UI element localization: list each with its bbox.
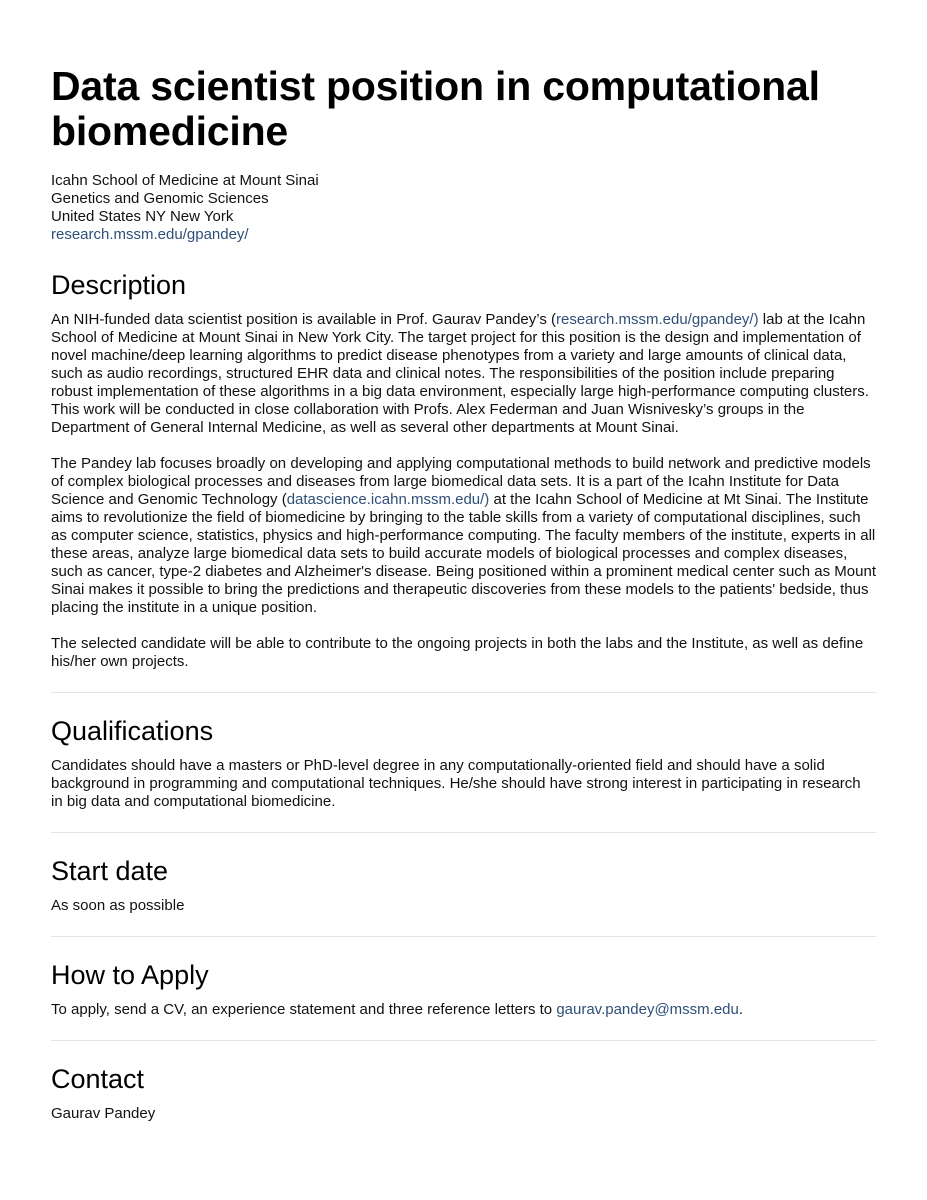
start-date-section: [51, 855, 876, 915]
contact-heading: Contact: [51, 1064, 145, 1094]
how-to-apply-heading: How to Apply: [51, 960, 209, 990]
how-to-apply-text: To apply, send a CV, an experience statement and three reference letters to gaurav.pandey@mssm.edu.: [51, 1001, 744, 1018]
department-name: Genetics and Genomic Sciences: [51, 190, 269, 207]
how-to-apply-section: [51, 959, 876, 1019]
contact-email-link[interactable]: gaurav.pandey@mssm.edu: [556, 1001, 739, 1018]
divider: [51, 936, 876, 937]
contact-section: [51, 1063, 876, 1123]
start-date-text: As soon as possible: [51, 897, 185, 914]
institute-link[interactable]: datascience.icahn.mssm.edu/): [286, 491, 490, 508]
page-title: Data scientist position in computational biomedicine: [51, 63, 820, 154]
description-section: [51, 269, 876, 671]
divider: [51, 832, 876, 833]
description-paragraph-2: The Pandey lab focuses broadly on developing and applying computational methods to build network and predictive models of complex biological processes and diseases from large biomedical data sets. It is a part of the Icahn Institute for Data Science and Genomic Technology (datascience.icahn.mssm.edu/) at the Icahn School of Medicine at Mt Sinai. The Institute aims to revolutionize the field of biomedicine by bringing to the table skills from a variety of computational disciplines, such as computer science, statistics, physics and high-performance computing. The faculty members of the institute, experts in all these areas, analyze large biomedical data sets to build accurate models of biological processes and complex diseases, such as cancer, type-2 diabetes and Alzheimer's disease. Being positioned within a prominent medical center such as Mount Sinai makes it possible to bring the predictions and therapeutic discoveries from these models to the patients' bedside, thus placing the institute in a unique position.: [51, 455, 876, 616]
qualifications-heading: Qualifications: [51, 716, 214, 746]
qualifications-section: [51, 715, 876, 811]
contact-name: Gaurav Pandey: [51, 1105, 156, 1122]
lab-website-link[interactable]: research.mssm.edu/gpandey/: [51, 226, 249, 243]
institution-name: Icahn School of Medicine at Mount Sinai: [51, 172, 319, 189]
description-paragraph-1: An NIH-funded data scientist position is available in Prof. Gaurav Pandey’s (research.mssm.edu/gpandey/) lab at the Icahn School of Medicine at Mount Sinai in New York City. The target project for this position is the design and implementation of novel machine/deep learning algorithms to predict disease phenotypes from a variety and large amounts of clinical data, such as audio recordings, structured EHR data and clinical notes. The responsibilities of the position include preparing robust implementation of these algorithms in a big data environment, especially large high-performance computing clusters. This work will be conducted in close collaboration with Profs. Alex Federman and Juan Wisnivesky’s groups in the Department of General Internal Medicine, as well as several other departments at Mount Sinai.: [51, 311, 869, 436]
location: United States NY New York: [51, 208, 234, 225]
description-paragraph-3: The selected candidate will be able to contribute to the ongoing projects in both the labs and the Institute, as well as define his/her own projects.: [51, 635, 864, 670]
description-heading: Description: [51, 270, 187, 300]
lab-link-inline[interactable]: research.mssm.edu/gpandey/): [556, 311, 759, 328]
institution-info: [51, 172, 876, 244]
divider: [51, 692, 876, 693]
divider: [51, 1040, 876, 1041]
qualifications-text: Candidates should have a masters or PhD-level degree in any computationally-oriented field and should have a solid background in programming and computational techniques. He/she should have strong interest in participating in research in big data and computational biomedicine.: [51, 757, 861, 810]
start-date-heading: Start date: [51, 856, 169, 886]
